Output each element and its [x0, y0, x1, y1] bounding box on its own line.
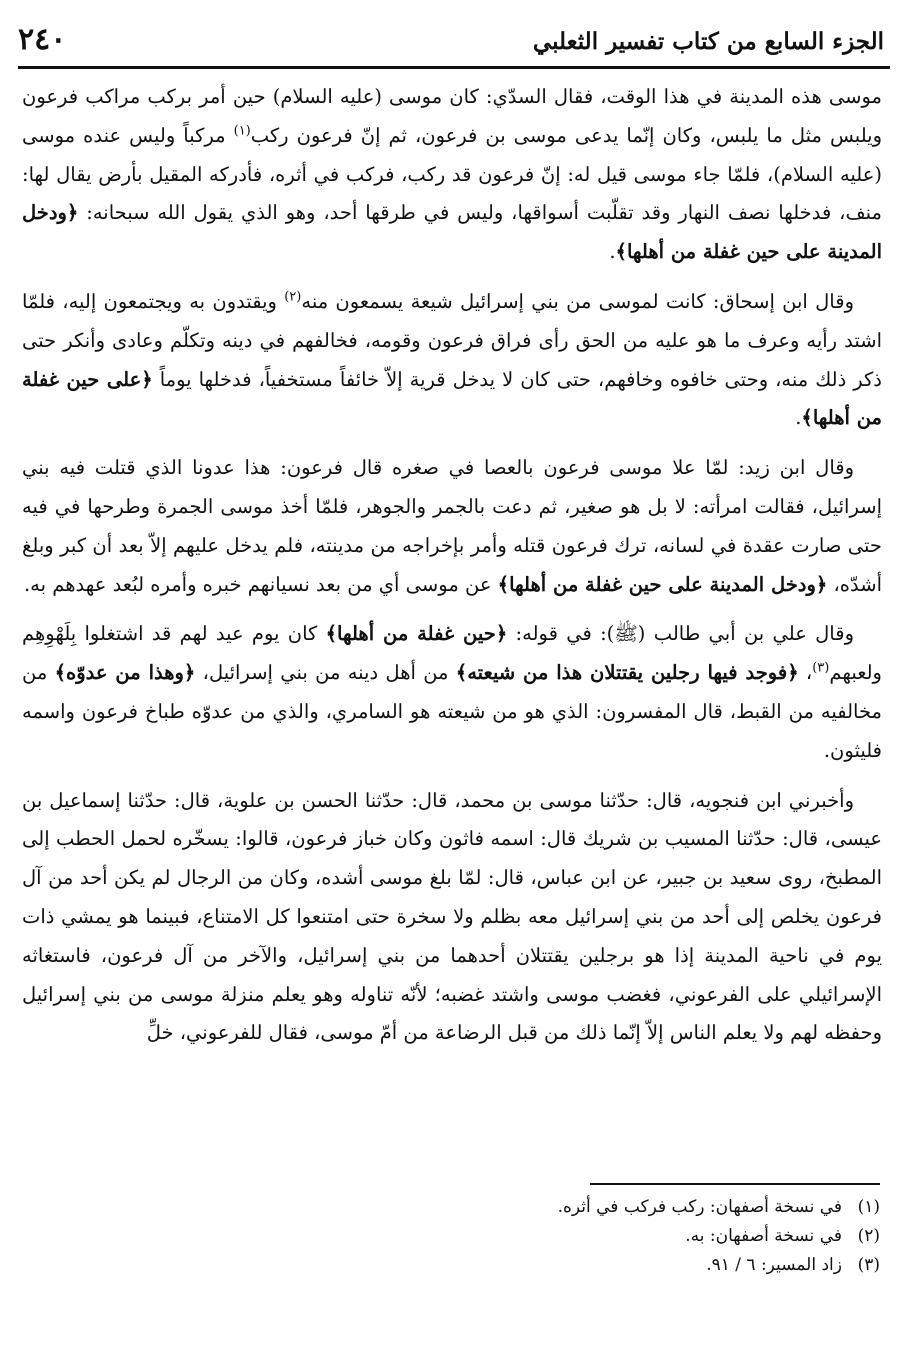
footnote-number: (٢): [857, 1226, 880, 1246]
text-run: وأخبرني ابن فنجويه، قال: حدّثنا موسى بن محمد، قال: حدّثنا الحسن بن علوية، قال: حدّثنا إسماعيل بن عيسى، قال: حدّثنا المسيب بن شريك قال: اسمه فاثون وكان خباز فرعون، قالوا: يسخّره لحمل الحطب إلى المطبخ، روى سعيد بن جبير، عن ابن عباس، قال: لمّا بلغ موسى أشده، وكان من الرجال لم يكن أحد من آل فرعون يخلص إلى أحد من بني إسرائيل معه بظلم ولا سخرة حتى امتنعوا كل الامتناع، فبينما هو يمشي ذات يوم في ناحية المدينة إذا هو برجلين يقتتلان أحدهما من بني إسرائيل، والآخر من آل فرعون، فاستغاثه الإسرائيلي على الفرعوني، فغضب موسى واشتد غضبه؛ لأنّه تناوله وهو يعلم منزلة موسى من بني إسرائيل وحفظه لهم ولا يعلم الناس إلاّ إنّما ذلك من قبل الرضاعة من أمّ موسى، فقال للفرعوني، خلِّ: [22, 788, 882, 1045]
footnote-text: في نسخة أصفهان: ركب فركب في أثره.: [557, 1197, 842, 1217]
text-run: .: [609, 240, 616, 264]
quran-quote: ﴿حين غفلة من أهلها﴾: [325, 622, 508, 646]
running-title: الجزء السابع من كتاب تفسير الثعلبي: [532, 28, 884, 55]
footnote-text: في نسخة أصفهان: به.: [685, 1226, 842, 1246]
footnote: [300, 1251, 880, 1280]
text-run: عن موسى أي من بعد نسيانهم خبره وأمره لبُعد عهدهم به.: [23, 572, 498, 596]
page-header: [18, 22, 890, 69]
footnote-ref: (٢): [284, 289, 302, 305]
text-run: وقال ابن زيد: لمّا علا موسى فرعون بالعصا في صغره قال فرعون: هذا عدونا الذي قتلت فيه بني إسرائيل، فقالت امرأته: لا بل هو صغير، ثم دعت بالجمر والجوهر، فلمّا أخذ موسى الجمرة وطرحها في فيه حتى صارت عقدة في لسانه، ترك فرعون قتله وأمر بإخراجه من مدينته، فلم يدخل عليهم إلاّ بعد أن كبر وبلغ أشدّه،: [22, 456, 882, 596]
text-run: موسى هذه المدينة في هذا الوقت، فقال السدّي: كان موسى (عليه السلام) حين أمر بركب مراكب فرعون ويلبس مثل ما يلبس، وكان إنّما يدعى موسى بن فرعون، ثم إنّ فرعون ركب: [22, 85, 882, 147]
footnote-separator: [590, 1183, 880, 1185]
footnote-number: (٣): [857, 1255, 880, 1275]
footnote-ref: (١): [233, 123, 251, 139]
text-run: كان يوم عيد لهم قد اشتغلوا بِلَهْوِهِم ولعبهم: [22, 622, 882, 685]
quran-quote: ﴿فوجد فيها رجلين يقتتلان هذا من شيعته﴾: [455, 661, 799, 685]
text-run: ،: [798, 661, 813, 685]
footnote: [300, 1222, 880, 1251]
text-run: .: [795, 406, 802, 430]
page-number: ٢٤٠: [18, 22, 67, 57]
text-run: وقال ابن إسحاق: كانت لموسى من بني إسرائيل شيعة يسمعون منه: [301, 289, 854, 313]
text-run: من مخالفيه من القبط، قال المفسرون: الذي هو من شيعته هو السامري، والذي من عدوّه طباخ فرعون واسمه فليثون.: [22, 661, 882, 762]
footnote-number: (١): [857, 1197, 880, 1217]
paragraph: [22, 782, 882, 1054]
text-run: من أهل دينه من بني إسرائيل،: [195, 661, 456, 685]
footnotes: [300, 1193, 880, 1280]
paragraph: [22, 283, 882, 438]
paragraph: [22, 78, 882, 272]
quran-quote: ﴿ودخل المدينة على حين غفلة من أهلها﴾: [497, 572, 828, 596]
quran-quote: ﴿على حين غفلة من أهلها﴾: [22, 367, 882, 430]
text-run: ويقتدون به ويجتمعون إليه، فلمّا اشتد رأيه وعرف ما هو عليه من الحق رأى فراق فرعون وقومه، فخالفهم في دينه وتكلّم وعادى وأنكر حتى ذكر ذلك منه، وحتى خافوه وخافهم، حتى كان لا يدخل قرية إلاّ خائفاً مستخفياً، فدخلها يوماً: [22, 289, 882, 391]
paragraph: [22, 449, 882, 604]
text-run: مركباً وليس عنده موسى (عليه السلام)، فلمّا جاء موسى قيل له: إنّ فرعون قد ركب، فركب في أثره، فأدركه المقيل بأرض يقال لها: منف، فدخلها نصف النهار وقد تقلّبت أسواقها، وليس في طرقها أحد، وهو الذي يقول الله سبحانه:: [22, 123, 882, 225]
footnote: [300, 1193, 880, 1222]
quran-quote: ﴿وهذا من عدوّه﴾: [54, 661, 196, 685]
main-text: [22, 78, 882, 1053]
text-run: وقال علي بن أبي طالب (ﷺ): في قوله:: [507, 622, 854, 646]
paragraph: [22, 615, 882, 770]
footnote-ref: (٣): [812, 660, 830, 676]
quran-quote: ﴿ودخل المدينة على حين غفلة من أهلها﴾: [22, 201, 882, 264]
footnote-text: زاد المسير: ٦ / ٩١.: [706, 1255, 842, 1275]
